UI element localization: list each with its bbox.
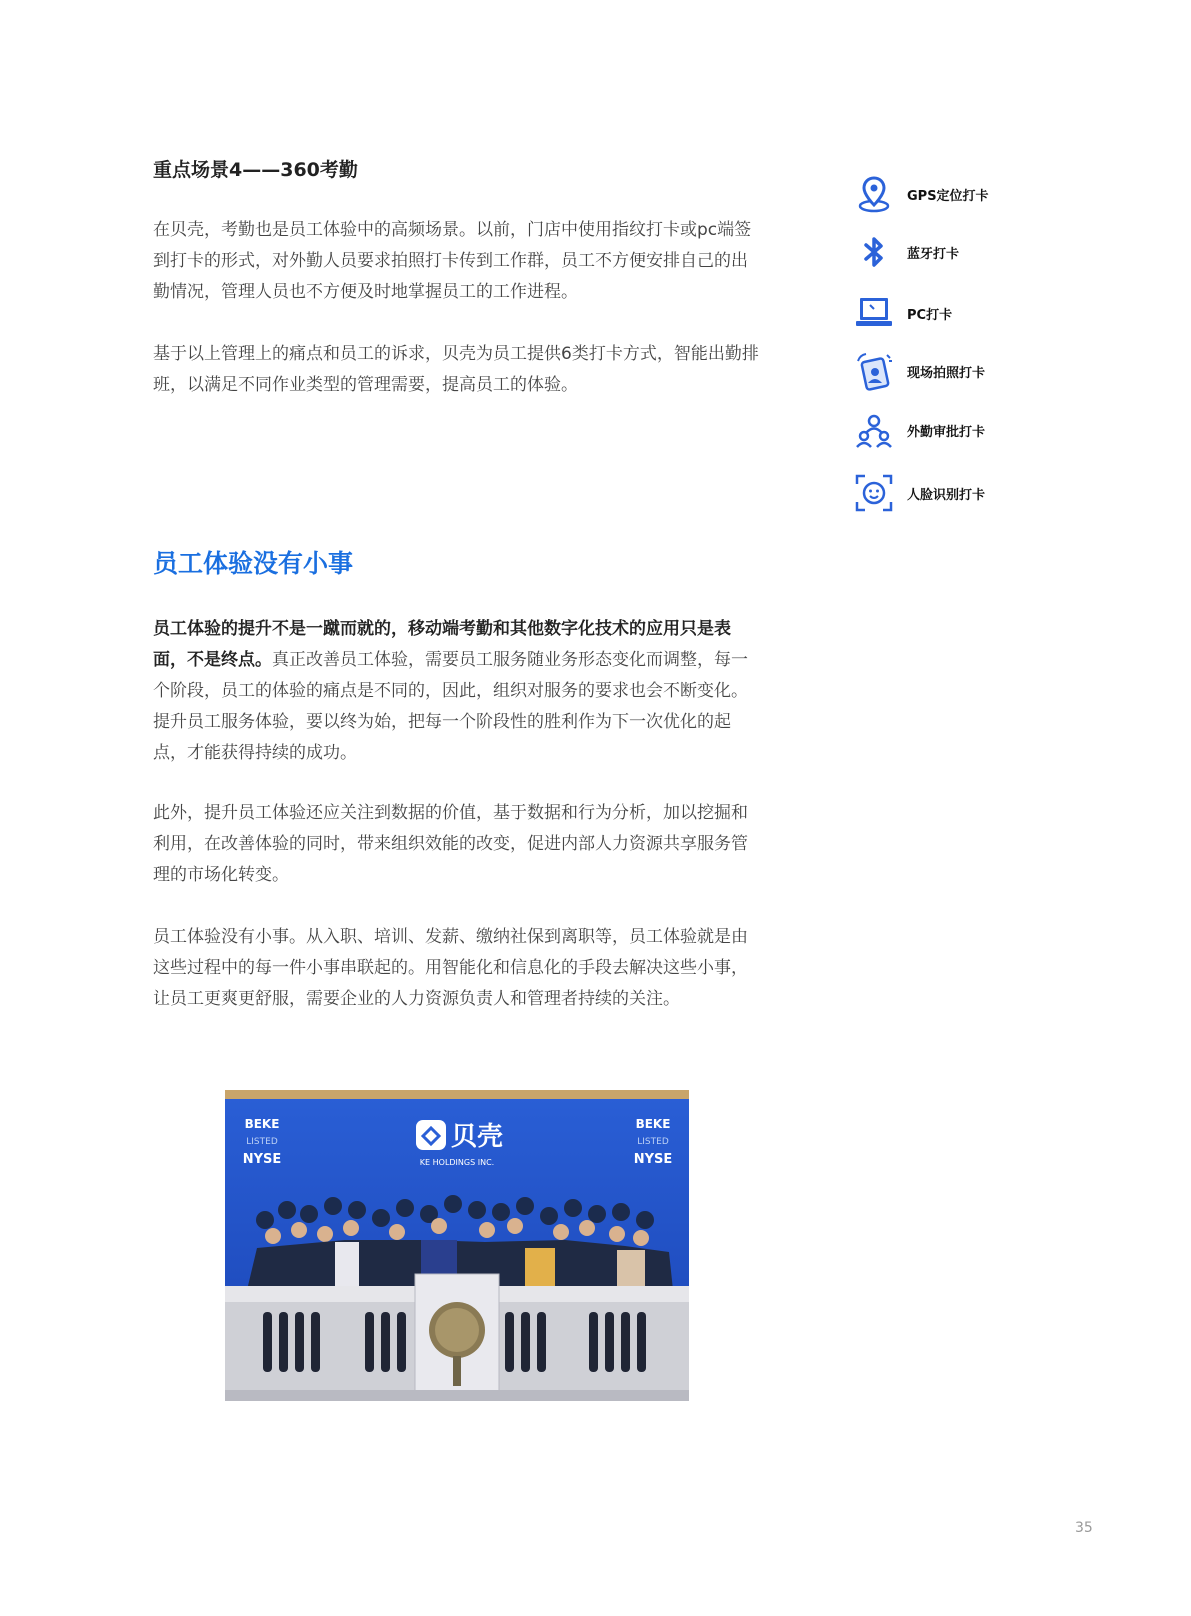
laptop-icon [853, 292, 895, 334]
section-paragraph-2: 此外，提升员工体验还应关注到数据的价值，基于数据和行为分析，加以挖掘和利用，在改善体验的同时，带来组织效能的改变，促进内部人力资源共享服务管理的市场化转变。 [153, 803, 748, 885]
photo-checkin-icon [853, 350, 895, 392]
face-recognition-icon [853, 472, 895, 514]
checkin-method-field-approval [853, 408, 985, 452]
banner-right-line: NYSE [633, 1152, 673, 1167]
checkin-method-pc [853, 291, 952, 335]
bluetooth-icon [853, 231, 895, 273]
checkin-method-photo [853, 349, 985, 393]
checkin-method-label: 蓝牙打卡 [907, 246, 960, 262]
scene-heading: 重点场景4——360考勤 [153, 159, 358, 181]
bell-podium [415, 1274, 499, 1392]
checkin-method-gps [853, 172, 989, 216]
beike-logo [416, 1120, 503, 1167]
logo-text: 贝壳 [451, 1122, 504, 1152]
banner-right-line: LISTED [637, 1137, 669, 1147]
section-title: 员工体验没有小事 [153, 549, 354, 578]
gps-location-icon [853, 173, 895, 215]
banner-left-line: LISTED [246, 1137, 278, 1147]
paragraph-bold-lead: 员工体验的提升不是一蹴而就的，移动端考勤和其他数字化技术的应用只是表面，不是终点。 [153, 619, 731, 670]
banner-right-line: BEKE [635, 1117, 671, 1131]
page-number: 35 [1075, 1520, 1093, 1536]
scene-paragraph-2: 基于以上管理上的痛点和员工的诉求，贝壳为员工提供6类打卡方式，智能出勤排班，以满足不同作业类型的管理需要，提高员工的体验。 [153, 344, 759, 395]
checkin-method-label: GPS定位打卡 [907, 188, 989, 204]
checkin-method-label: 人脸识别打卡 [907, 487, 986, 503]
checkin-method-bluetooth [853, 230, 959, 274]
paragraph-text: 真正改善员工体验，需要员工服务随业务形态变化而调整，每一个阶段，员工的体验的痛点是不同的，因此，组织对服务的要求也会不断变化。提升员工服务体验，要以终为始，把每一个阶段性的胜利作为下一次优化的起点，才能获得持续的成功。 [153, 650, 748, 763]
team-approval-icon [853, 409, 895, 451]
checkin-method-label: 外勤审批打卡 [907, 424, 986, 440]
section-paragraph-1 [153, 614, 763, 769]
checkin-method-face [853, 471, 985, 515]
checkin-method-label: 现场拍照打卡 [907, 365, 986, 381]
listing-ceremony-photo [225, 1090, 689, 1401]
company-name: KE HOLDINGS INC. [419, 1158, 495, 1167]
banner-left-line: NYSE [242, 1152, 282, 1167]
scene-paragraph-1: 在贝壳，考勤也是员工体验中的高频场景。以前，门店中使用指纹打卡或pc端签到打卡的形式，对外勤人员要求拍照打卡传到工作群，员工不方便安排自己的出勤情况，管理人员也不方便及时地掌握员工的工作进程。 [153, 220, 752, 302]
banner-left-line: BEKE [244, 1117, 280, 1131]
section-paragraph-3: 员工体验没有小事。从入职、培训、发薪、缴纳社保到离职等，员工体验就是由这些过程中的每一件小事串联起的。用智能化和信息化的手段去解决这些小事，让员工更爽更舒服，需要企业的人力资源负责人和管理者持续的关注。 [153, 927, 748, 1009]
checkin-method-label: PC打卡 [907, 307, 953, 323]
